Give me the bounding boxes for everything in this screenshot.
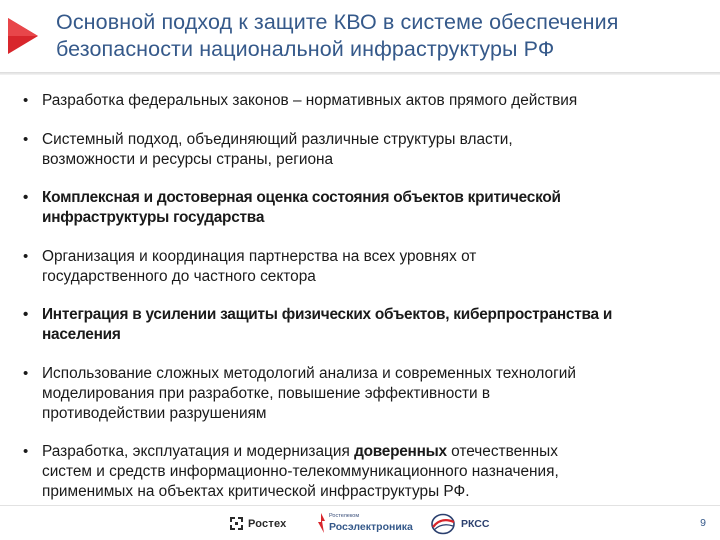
bullet-line: систем и средств информационно-телекоммуникационного назначения, — [42, 463, 559, 480]
bullet-line: Использование сложных методологий анализа и современных технологий — [42, 364, 576, 382]
bullet-line: Комплексная и достоверная оценка состояния объектов критической — [42, 189, 561, 206]
bullet-line: государственного до частного сектора — [42, 267, 316, 285]
bullet-line: инфраструктуры государства — [42, 209, 265, 226]
bullet-line: Системный подход, объединяющий различные структуры власти, — [42, 130, 513, 148]
rkss-logo-icon — [430, 513, 456, 535]
logo-text: РКСС — [461, 518, 490, 530]
rostec-logo — [229, 516, 286, 531]
page-number: 9 — [700, 517, 706, 529]
bullet-item — [22, 305, 714, 345]
bullet-dot-icon: • — [23, 247, 29, 265]
bullet-line: Интеграция в усилении защиты физических объектов, киберпространства и — [42, 306, 613, 323]
bullet-dot-icon: • — [23, 130, 29, 148]
bullet-item — [22, 364, 714, 424]
bullet-dot-icon: • — [23, 189, 29, 206]
bullet-item — [22, 130, 714, 170]
bullet-line: моделирования при разработке, повышение эффективности в — [42, 384, 491, 402]
title-line: безопасности национальной инфраструктуры РФ — [56, 37, 555, 61]
bullet-item — [22, 188, 714, 228]
bullet-item — [22, 247, 714, 287]
bullet-line: Разработка федеральных законов – нормативных актов прямого действия — [42, 92, 578, 109]
slide-title — [56, 9, 706, 63]
logo-text-block — [329, 514, 413, 532]
slide-footer — [0, 508, 720, 540]
rostec-logo-icon — [229, 516, 244, 531]
emphasis-text: доверенных — [354, 443, 447, 460]
bullet-dot-icon: • — [23, 364, 29, 382]
roselektronika-logo-icon — [316, 512, 326, 534]
bullet-item — [22, 442, 714, 502]
bullet-item — [22, 91, 714, 111]
bullet-dot-icon: • — [23, 92, 29, 109]
red-triangle-icon — [6, 16, 40, 56]
bullet-dot-icon: • — [23, 443, 29, 460]
bullet-list — [22, 91, 714, 521]
logo-text: Ростех — [248, 517, 287, 530]
bullet-text: Разработка, эксплуатация и модернизация — [42, 443, 355, 460]
bullet-line: применимых на объектах критической инфраструктуры РФ. — [42, 483, 470, 500]
rkss-logo — [430, 513, 489, 535]
logo-text: Росэлектроника — [329, 520, 413, 533]
bullet-text: отечественных — [446, 443, 558, 460]
bullet-line — [42, 442, 714, 462]
bullet-line: противодействии разрушениям — [42, 404, 267, 422]
title-line: Основной подход к защите КВО в системе обеспечения — [56, 10, 619, 34]
bullet-line: населения — [42, 326, 121, 343]
footer-divider — [0, 505, 720, 506]
roselektronika-logo — [316, 512, 413, 534]
header-divider — [0, 72, 720, 75]
slide-header — [0, 0, 720, 78]
bullet-line: Организация и координация партнерства на всех уровнях от — [42, 247, 477, 265]
bullet-line: возможности и ресурсы страны, региона — [42, 150, 334, 168]
bullet-dot-icon: • — [23, 306, 29, 323]
logo-subtitle: Ростелеком — [329, 513, 360, 519]
